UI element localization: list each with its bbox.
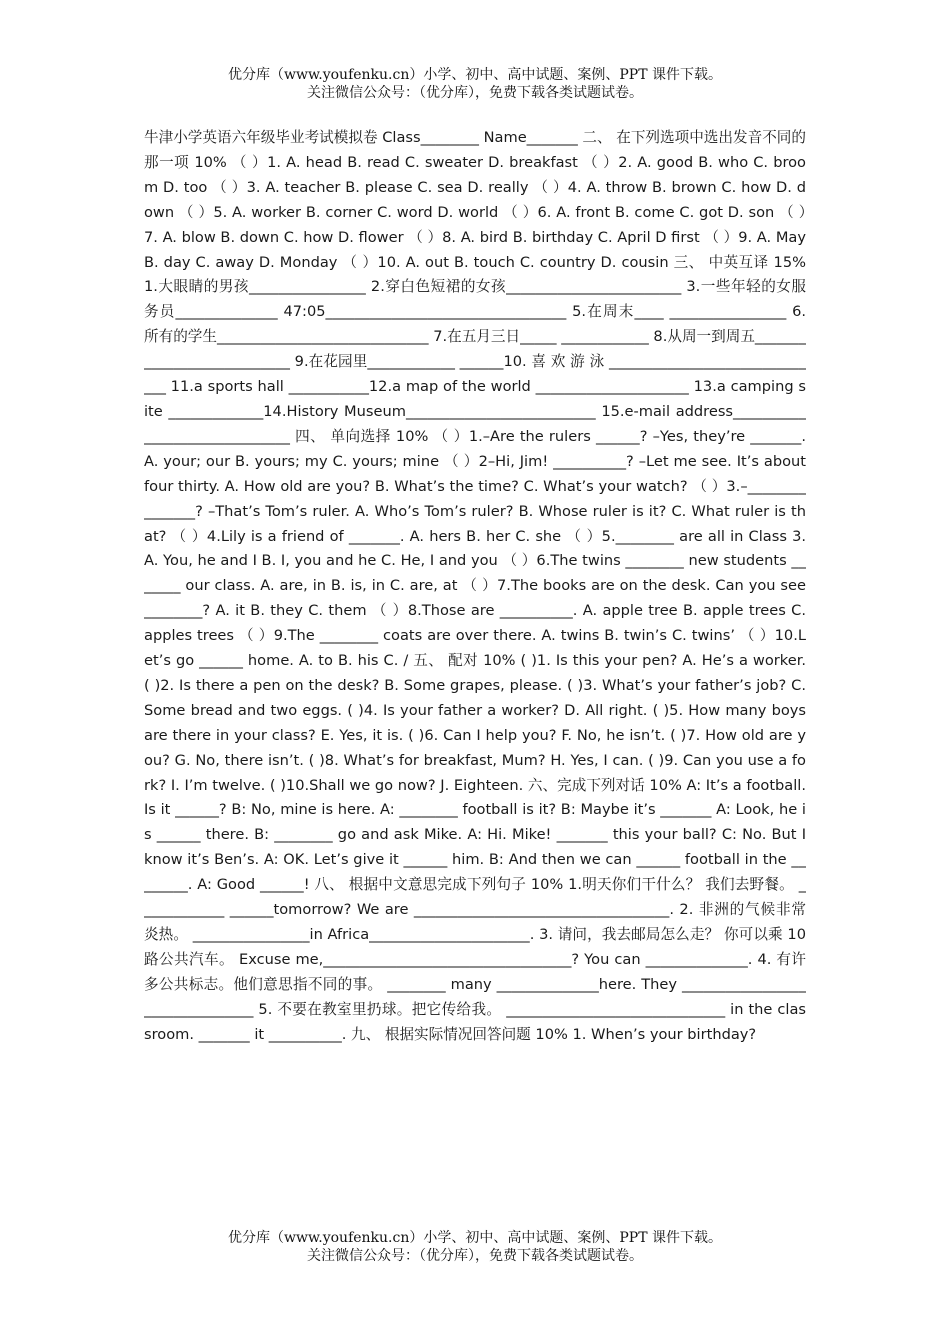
exam-body-text	[144, 126, 806, 1219]
footer-line-2: 关注微信公众号：（优分库），免费下载各类试题试卷。	[307, 1248, 643, 1264]
header-line-2: 关注微信公众号：（优分库），免费下载各类试题试卷。	[307, 85, 643, 101]
page-footer	[0, 1229, 950, 1265]
page-header	[0, 66, 950, 102]
exam-paragraph: 牛津小学英语六年级毕业考试模拟卷 Class________ Name_______ 二、 在下列选项中选出发音不同的那一项 10% （ ）1. A. head B. read C. sweater D. breakfast （ ）2. A. good B. who C. broom D. too （ ）3. A. teacher B. please C. sea D. really （ ）4. A. throw B. brown C. how D. down （ ）5. A. worker B. corner C. word D. world （ ）6. A. front B. come C. got D. son （ ）7. A. blow B. down C. how D. flower （ ）8. A. bird B. birthday C. April D first （ ）9. A. May B. day C. away D. Monday （ ）10. A. out B. touch C. country D. cousin 三、 中英互译 15% 1.大眼睛的男孩________________ 2.穿白色短裙的女孩________________________ 3.一些年轻的女服务员______________ 47:05_________________________________ 5.在周末____ ________________ 6.所有的学生_____________________________ 7.在五月三日_____ ____________ 8.从周一到周五___________________________ 9.在花园里____________ ______10. 喜 欢 游 泳 ______________________________ 11.a sports hall ___________12.a map of the world _____________________ 13.a camping site _____________14.History Museum__________________________ 15.e-mail address______________________________ 四、 单向选择 10% （ ）1.–Are the rulers ______? –Yes, they’re _______. A. your; our B. yours; my C. yours; mine （ ）2–Hi, Jim! __________? –Let me see. It’s about four thirty. A. How old are you? B. What’s the time? C. What’s your watch? （ ）3.–_______________? –That’s Tom’s ruler. A. Who’s Tom’s ruler? B. Whose ruler is it? C. What ruler is that? （ ）4.Lily is a friend of _______. A. hers B. her C. she （ ）5.________ are all in Class 3. A. You, he and I B. I, you and he C. He, I and you （ ）6.The twins ________ new students _______ our class. A. are, in B. is, in C. are, at （ ）7.The books are on the desk. Can you see________? A. it B. they C. them （ ）8.Those are __________. A. apple tree B. apple trees C. apples trees （ ）9.The ________ coats are over there. A. twins B. twin’s C. twins’ （ ）10.Let’s go ______ home. A. to B. his C. / 五、 配对 10% ( )1. Is this your pen? A. He’s a worker. ( )2. Is there a pen on the desk? B. Some grapes, please. ( )3. What’s your father’s job? C. Some bread and two eggs. ( )4. Is your father a worker? D. All right. ( )5. How many boys are there in your class? E. Yes, it is. ( )6. Can I help you? F. No, he isn’t. ( )7. How old are you? G. No, there isn’t. ( )8. What’s for breakfast, Mum? H. Yes, I can. ( )9. Can you use a fork? I. I’m twelve. ( )10.Shall we go now? J. Eighteen. 六、完成下列对话 10% A: It’s a football. Is it ______? B: No, mine is here. A: ________ football is it? B: Maybe it’s _______ A: Look, he is ______ there. B: ________ go and ask Mike. A: Hi. Mike! _______ this your ball? C: No. But I know it’s Ben’s. A: OK. Let’s give it ______ him. B: And then we can ______ football in the ________. A: Good ______! 八、 根据中文意思完成下列句子 10% 1.明天你们干什么？ 我们去野餐。 ____________ ______tomorrow? We are ___________________________________. 2. 非洲的气候非常炎热。 ________________in Africa______________________. 3. 请问，我去邮局怎么走？ 你可以乘 10 路公共汽车。 Excuse me,__________________________________? You can ______________. 4. 有许多公共标志。他们意思指不同的事。 ________ many ______________here. They ________________________________ 5. 不要在教室里扔球。把它传给我。 ______________________________ in the classroom. _______ it __________. 九、 根据实际情况回答问题 10% 1. When’s your birthday?	[144, 129, 806, 1043]
header-line-1: 优分库（www.youfenku.cn）小学、初中、高中试题、案例、PPT 课件下载。	[227, 67, 722, 83]
footer-line-1: 优分库（www.youfenku.cn）小学、初中、高中试题、案例、PPT 课件下载。	[227, 1230, 722, 1246]
